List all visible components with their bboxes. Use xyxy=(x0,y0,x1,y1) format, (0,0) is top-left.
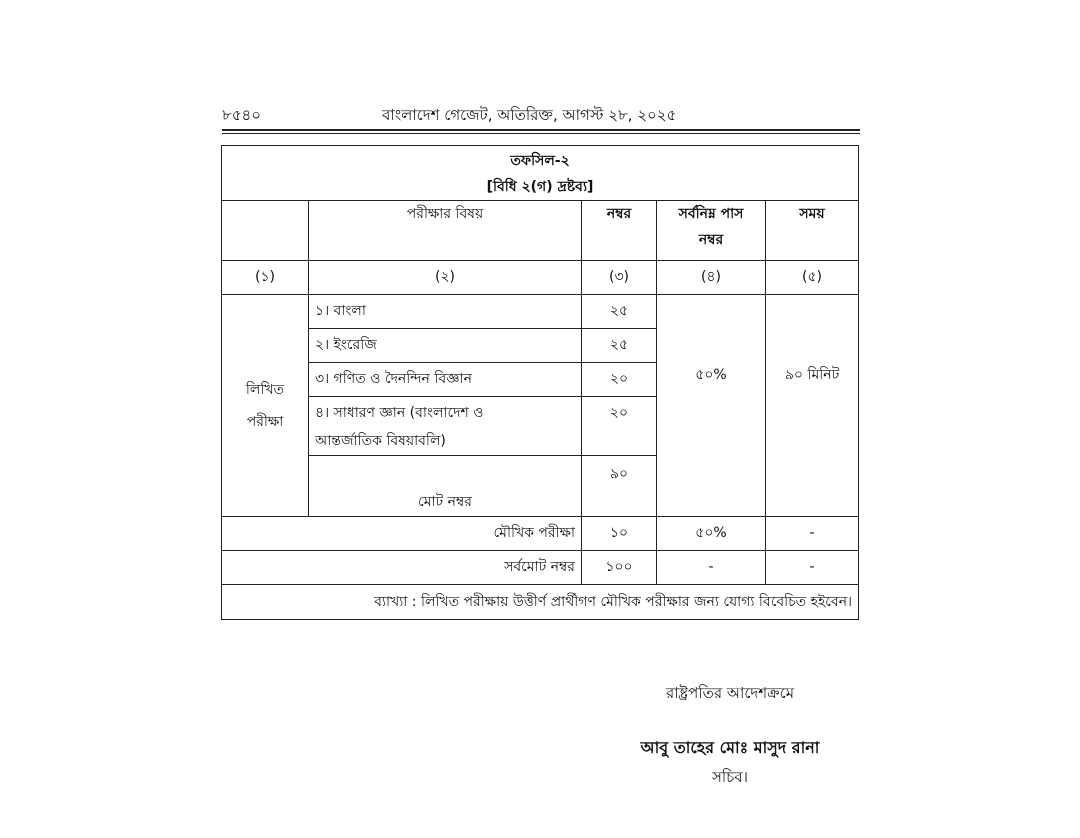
oral-exam-row xyxy=(222,517,859,551)
written-time: ৯০ মিনিট xyxy=(766,295,859,517)
schedule-table xyxy=(221,145,859,620)
column-number: (৪) xyxy=(657,261,766,295)
order-line: রাষ্ট্রপতির আদেশক্রমে xyxy=(665,684,795,702)
grand-total-min-pass: - xyxy=(657,551,766,585)
header-time: সময় xyxy=(766,201,859,261)
grand-total-label: সর্বমোট নম্বর xyxy=(222,551,582,585)
header-subject: পরীক্ষার বিষয় xyxy=(309,201,582,261)
column-number: (৩) xyxy=(582,261,657,295)
subject-marks: ২০ xyxy=(582,363,657,397)
header-min-pass-line2: নম্বর xyxy=(698,232,724,248)
header-min-pass xyxy=(657,201,766,261)
subject-name: ১। বাংলা xyxy=(309,295,582,329)
subject-marks: ২৫ xyxy=(582,329,657,363)
subject-name xyxy=(309,397,582,456)
note-row xyxy=(222,585,859,620)
signatory-designation: সচিব। xyxy=(711,768,748,786)
oral-exam-time: - xyxy=(766,517,859,551)
subject-name: ৩। গণিত ও দৈনন্দিন বিজ্ঞান xyxy=(309,363,582,397)
subject-marks: ২৫ xyxy=(582,295,657,329)
column-number: (৫) xyxy=(766,261,859,295)
header-rule xyxy=(222,129,860,131)
header-row xyxy=(222,201,859,261)
explanation-note: ব্যাখ্যা : লিখিত পরীক্ষায় উত্তীর্ণ প্রার্থীগণ মৌখিক পরীক্ষার জন্য যোগ্য বিবেচিত হইবেন। xyxy=(222,585,859,620)
gazette-title: বাংলাদেশ গেজেট, অতিরিক্ত, আগস্ট ২৮, ২০২৫ xyxy=(382,106,677,124)
subject-name: ২। ইংরেজি xyxy=(309,329,582,363)
written-total-label: মোট নম্বর xyxy=(309,456,582,517)
header-min-pass-line1: সর্বনিম্ন পাস xyxy=(678,206,744,222)
page-number: ৮৫৪০ xyxy=(222,106,261,124)
page-header xyxy=(222,104,860,126)
signature-block xyxy=(580,676,880,791)
grand-total-time: - xyxy=(766,551,859,585)
signatory-name: আবু তাহের মোঃ মাসুদ রানা xyxy=(640,738,820,757)
oral-exam-label: মৌখিক পরীক্ষা xyxy=(222,517,582,551)
schedule-subtitle: [বিধি ২(গ) দ্রষ্টব্য] xyxy=(486,179,594,195)
column-number: (১) xyxy=(222,261,309,295)
schedule-title: তফসিল-২ xyxy=(510,153,570,169)
written-exam-label xyxy=(222,295,309,517)
column-number-row xyxy=(222,261,859,295)
subject-marks: ২০ xyxy=(582,397,657,456)
oral-exam-min-pass: ৫০% xyxy=(657,517,766,551)
written-exam-label-line2: পরীক্ষা xyxy=(246,413,284,430)
header-marks: নম্বর xyxy=(582,201,657,261)
written-total-marks: ৯০ xyxy=(582,456,657,517)
subject-name-line2: আন্তর্জাতিক বিষয়াবলি) xyxy=(315,433,446,449)
grand-total-marks: ১০০ xyxy=(582,551,657,585)
written-exam-label-line1: লিখিত xyxy=(245,381,285,398)
schedule-title-cell xyxy=(222,146,859,201)
grand-total-row xyxy=(222,551,859,585)
header-rule-thin xyxy=(222,133,860,134)
subject-name-line1: ৪। সাধারণ জ্ঞান (বাংলাদেশ ও xyxy=(315,405,484,421)
oral-exam-marks: ১০ xyxy=(582,517,657,551)
written-min-pass: ৫০% xyxy=(657,295,766,517)
subject-row xyxy=(222,295,859,329)
header-blank xyxy=(222,201,309,261)
column-number: (২) xyxy=(309,261,582,295)
